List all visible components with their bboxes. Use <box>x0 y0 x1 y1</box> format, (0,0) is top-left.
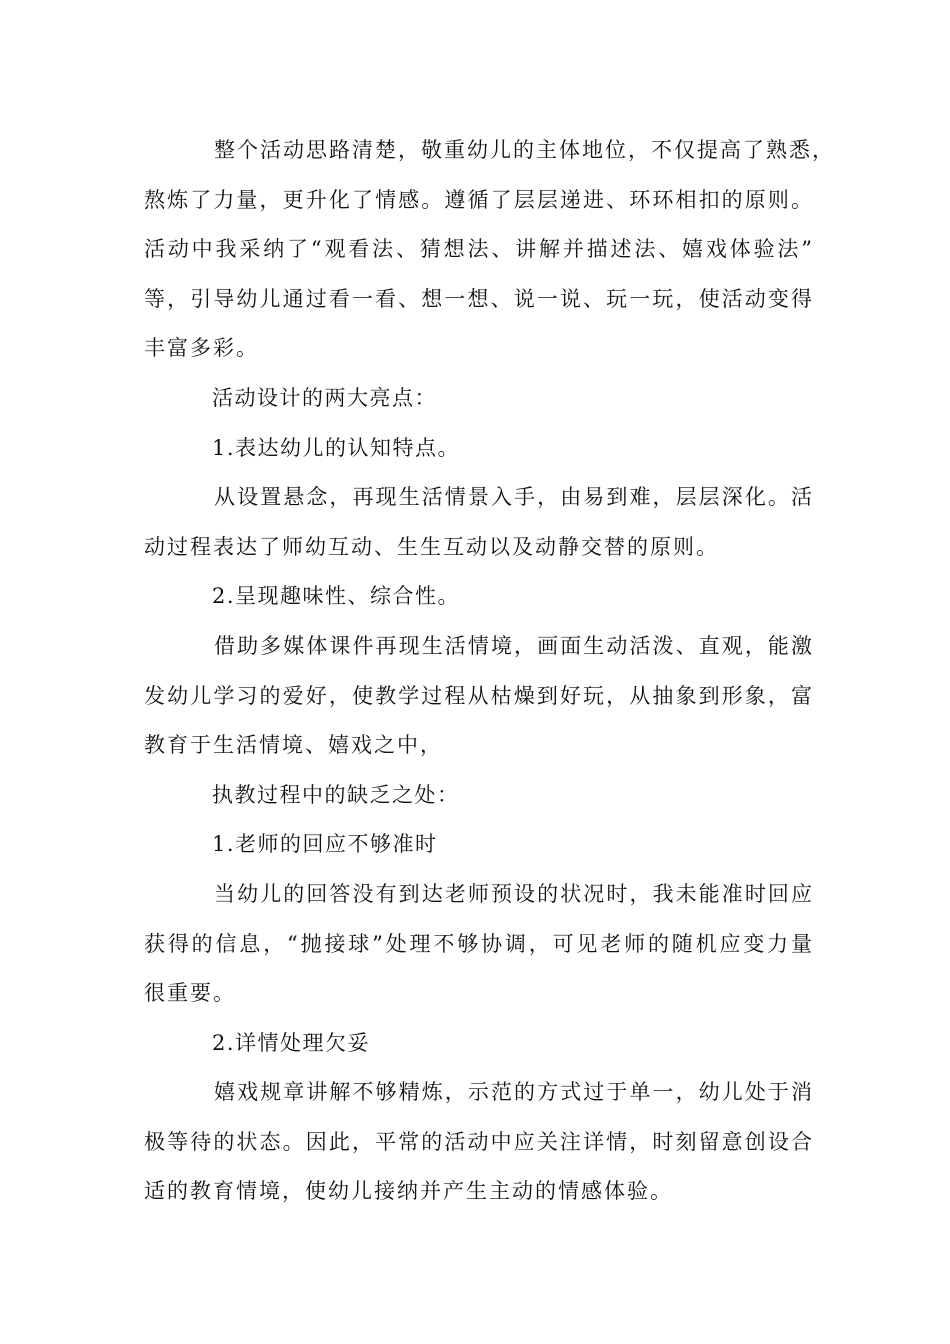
text-line: 动过程表达了师幼互动、生生互动以及动静交替的原则。 <box>144 534 719 559</box>
text-line: 极等待的状态。因此，平常的活动中应关注详情，时刻留意创设合 <box>144 1129 814 1154</box>
text-line: 教育于生活情境、嬉戏之中， <box>144 733 443 758</box>
document-body <box>144 126 835 1217</box>
text-line: 从设置悬念，再现生活情景入手，由易到难，层层深化。活 <box>214 485 814 510</box>
text-line: 很重要。 <box>144 981 236 1006</box>
subheading-fun-comprehensive: 2.呈现趣味性、综合性。 <box>212 584 461 609</box>
text-line: 当幼儿的回答没有到达老师预设的状况时，我未能准时回应 <box>214 881 814 906</box>
text-line: 借助多媒体课件再现生活情境，画面生动活泼、直观，能激 <box>214 633 814 658</box>
subheading-cognitive-traits: 1.表达幼儿的认知特点。 <box>212 435 461 460</box>
paragraph-game-rules <box>144 1068 814 1217</box>
text-line: 活动中我采纳了“观看法、猜想法、讲解并描述法、嬉戏体验法” <box>144 237 814 262</box>
subheading-detail-handling: 2.详情处理欠妥 <box>212 1030 371 1055</box>
text-line: 适的教育情境，使幼儿接纳并产生主动的情感体验。 <box>144 1179 673 1204</box>
section-heading-shortcomings: 执教过程中的缺乏之处： <box>212 782 460 807</box>
text-line: 嬉戏规章讲解不够精炼，示范的方式过于单一，幼儿处于消 <box>214 1080 814 1105</box>
paragraph-multimedia <box>144 622 814 771</box>
text-line: 等，引导幼儿通过看一看、想一想、说一说、玩一玩，使活动变得 <box>144 286 814 311</box>
paragraph-activity-summary <box>144 126 835 374</box>
text-line: 熬炼了力量，更升化了情感。遵循了层层递进、环环相扣的原则。 <box>144 187 814 212</box>
subheading-teacher-response: 1.老师的回应不够准时 <box>212 832 438 857</box>
text-line: 丰富多彩。 <box>144 336 259 361</box>
text-line: 整个活动思路清楚，敬重幼儿的主体地位，不仅提高了熟悉， <box>214 138 835 162</box>
text-line: 发幼儿学习的爱好，使教学过程从枯燥到好玩，从抽象到形象，富 <box>144 683 814 708</box>
paragraph-response-timing <box>144 870 814 1019</box>
paragraph-suspense <box>144 473 814 572</box>
section-heading-highlights: 活动设计的两大亮点： <box>212 385 437 410</box>
text-line: 获得的信息，“抛接球”处理不够协调，可见老师的随机应变力量 <box>144 931 814 956</box>
